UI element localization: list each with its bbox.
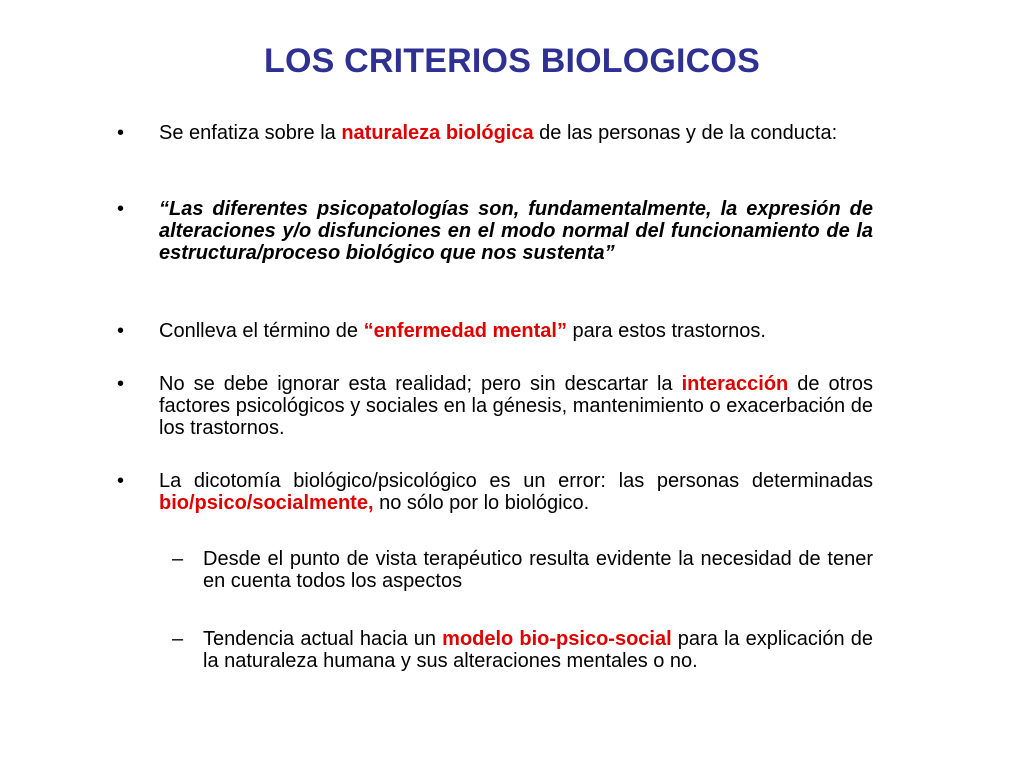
bullet-item-dicotomia <box>159 470 873 514</box>
subitem-modelo <box>203 628 873 672</box>
subitem-text: Tendencia actual hacia un <box>203 628 443 650</box>
bullet-text: La dicotomía biológico/psicológico es un error: las personas determinadas <box>159 470 873 492</box>
bullet-marker: • <box>117 122 125 144</box>
highlight-text: modelo bio-psico-social <box>442 628 672 650</box>
highlight-text: naturaleza biológica <box>341 122 534 144</box>
slide-title: LOS CRITERIOS BIOLOGICOS <box>264 42 760 80</box>
bullet-marker: • <box>117 373 125 395</box>
bullet-marker: • <box>117 470 125 492</box>
dash-marker: – <box>172 628 184 650</box>
subitem-text: para la explicación de la naturaleza humana y sus alteraciones mentales o no. <box>203 628 873 672</box>
bullet-text: No se debe ignorar esta realidad; pero sin descartar la <box>159 373 682 395</box>
dash-marker: – <box>172 548 184 570</box>
bullet-marker: • <box>117 198 125 220</box>
bullet-marker: • <box>117 320 125 342</box>
bullet-text: Se enfatiza sobre la <box>159 122 342 144</box>
highlight-text: interacción <box>681 373 789 395</box>
bullet-text: para estos trastornos. <box>566 320 766 342</box>
subitem-terapeutico: Desde el punto de vista terapéutico resulta evidente la necesidad de tener en cuenta todos los aspectos <box>203 548 873 592</box>
bullet-text: de otros factores psicológicos y sociales en la génesis, mantenimiento o exacerbación de los trastornos. <box>159 373 873 439</box>
highlight-text: bio/psico/socialmente, <box>159 492 374 514</box>
bullet-text: no sólo por lo biológico. <box>373 492 590 514</box>
bullet-item-interaccion <box>159 373 873 439</box>
bullet-item-enfermedad <box>159 320 873 342</box>
bullet-text: de las personas y de la conducta: <box>533 122 838 144</box>
highlight-text: “enfermedad mental” <box>363 320 567 342</box>
bullet-item-quote: “Las diferentes psicopatologías son, fundamentalmente, la expresión de alteraciones y/o disfunciones en el modo normal del funcionamiento de la estructura/proceso biológico que nos sustenta” <box>159 198 873 264</box>
bullet-text: Conlleva el término de <box>159 320 364 342</box>
bullet-item-naturaleza <box>159 122 873 144</box>
